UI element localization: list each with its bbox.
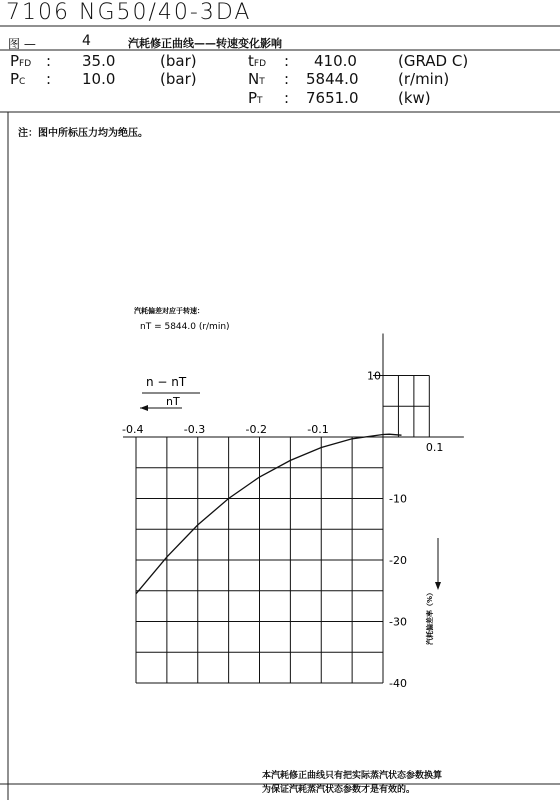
x-tick-label: -0.4 (122, 423, 144, 436)
y-tick-label: -10 (389, 492, 407, 506)
param-pc-value: 10.0 (82, 70, 116, 88)
param-pt-symbol: PT (248, 89, 263, 107)
chart-series-line (136, 434, 402, 594)
footnote-line-2: 为保证汽耗蒸汽状态参数才是有效的。 (262, 785, 416, 795)
y-tick-label: 10 (367, 369, 381, 383)
chart-title: 汽耗偏差对应于转速： (134, 307, 204, 315)
param-pfd-symbol: PFD (10, 52, 32, 70)
param-pfd-unit: (bar) (160, 52, 197, 70)
x-axis-label-denominator: nT (166, 395, 180, 408)
x-axis-direction-arrow-head (140, 405, 148, 411)
y-tick-label: -30 (389, 615, 407, 629)
y-axis-direction-arrow-head (435, 582, 441, 590)
param-tfd-sep: : (284, 52, 290, 70)
chart-curve (136, 434, 402, 594)
figure-number: 4 (82, 33, 91, 49)
chart-grid (136, 376, 429, 684)
x-axis-label-numerator: n − nT (146, 375, 187, 389)
figure-label: 图 — (8, 37, 36, 51)
param-pt-unit: (kw) (398, 89, 431, 107)
param-pc-symbol: PC (10, 70, 26, 88)
param-pt-value: 7651.0 (306, 89, 359, 107)
y-axis-label: 汽耗偏差率（%） (426, 588, 434, 645)
x-tick-label: -0.1 (307, 423, 329, 436)
x-tick-label: -0.2 (245, 423, 267, 436)
footnote-line-1: 本汽耗修正曲线只有把实际蒸汽状态参数换算 (262, 771, 443, 781)
param-pt-sep: : (284, 89, 290, 107)
figure-title: 汽耗修正曲线——转速变化影响 (128, 37, 282, 50)
param-pfd-value: 35.0 (82, 52, 116, 70)
x-tick-label: -0.3 (183, 423, 206, 436)
param-nt-sep: : (284, 70, 290, 88)
param-pc-sep: : (46, 70, 52, 88)
param-pfd-sep: : (46, 52, 52, 70)
pressure-note: 注：图中所标压力均为绝压。 (18, 128, 148, 139)
param-pc-unit: (bar) (160, 70, 197, 88)
param-nt-unit: (r/min) (398, 70, 450, 88)
y-tick-label: -20 (389, 554, 407, 567)
x-tick-label: 0.1 (425, 441, 444, 454)
param-tfd-unit: (GRAD C) (398, 52, 469, 70)
chart-subtitle: nT = 5844.0 (r/min) (140, 322, 230, 332)
param-nt-value: 5844.0 (306, 70, 359, 88)
param-tfd-symbol: tFD (248, 52, 266, 70)
param-nt-symbol: NT (248, 70, 265, 88)
param-tfd-value: 410.0 (314, 52, 357, 70)
y-tick-label: -40 (389, 677, 407, 690)
document-code: 7106 NG50/40-3DA (6, 0, 252, 25)
